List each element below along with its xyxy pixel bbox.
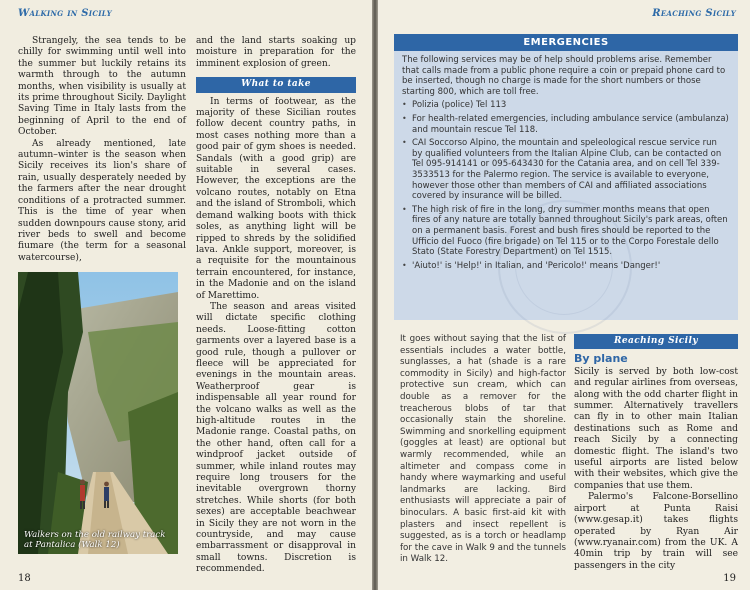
text-column-a xyxy=(18,36,186,264)
section-heading: What to take xyxy=(196,77,356,92)
bullet-icon: • xyxy=(402,138,407,148)
running-head: Walking in Sicily xyxy=(18,8,112,19)
photo-image xyxy=(18,272,178,554)
text-column-c xyxy=(400,334,566,566)
list-item xyxy=(402,138,730,202)
bullet-icon: • xyxy=(402,113,407,123)
paragraph: It goes without saying that the list of essentials includes a water bottle, sunglasses, a hat (shade is a rare commodity in Sicily) and high-factor protective sun cream, which can double as a remover for the treacherous blobs of tar that occasionally stain the shoreline. Swimming and snorkelling equipment (goggles at least) are optional but warmly recommended, while an altimeter and compass come in handy where waymarking and useful landmarks are lacking. Bird enthusiasts will appreciate a pair of binoculars. A basic first-aid kit with plasters and insect repellent is suggested, as is a torch or headlamp for the cave in Walk 9 and the tunnels in Walk 12. xyxy=(400,334,566,565)
bullet-icon: • xyxy=(402,100,407,110)
paragraph: In terms of footwear, as the majority of these Sicilian routes follow decent country paths, in most cases nothing more than a good pair of gym shoes is needed. Sandals (with a good grip) are suitable in several cases. However, the exceptions are the volcano routes, notably on Etna and the island of Stromboli, which demand walking boots with thick soles, as anything light will be ripped to shreds by the solidified lava. Ankle support, moreover, is a requisite for the mountainous terrain encountered, for instance, in the Madonie and on the island of Marettimo. xyxy=(196,96,356,301)
right-page xyxy=(378,0,750,590)
bullet-icon: • xyxy=(402,260,407,270)
list-item-text: 'Aiuto!' is 'Help!' in Italian, and 'Pericolo!' means 'Danger!' xyxy=(412,260,661,271)
paragraph: Palermo's Falcone-Borsellino airport at Punta Raisi (www.gesap.it) takes flights operated by Ryan Air (www.ryanair.com) from the UK. A 40min trip by train will see passengers in the city xyxy=(574,492,738,571)
list-item-text: CAI Soccorso Alpino, the mountain and speleological rescue service run by qualified volunteers from the Italian Alpine Club, can be contacted on Tel 095-914141 or 095-643430 for the Catania area, and on cell Tel 339-3533513 for the Palermo region. The service is available to everyone, however those other than members of CAI and affiliated associations covered by insurance will be billed. xyxy=(412,138,722,202)
photo-caption: Walkers on the old railway track at Pantalica (Walk 12) xyxy=(24,530,166,550)
emergencies-title: EMERGENCIES xyxy=(394,34,738,51)
text-column-b xyxy=(196,36,356,576)
list-item-text: For health-related emergencies, including ambulance service (ambulanza) and mountain rescue Tel 118. xyxy=(412,113,729,135)
subheading: By plane xyxy=(574,352,628,366)
paragraph: As already mentioned, late autumn–winter is the season when Sicily receives its lion's share of rain, usually desperately needed by the farmers after the near drought conditions of a protracted summer. This is the time of year when sudden downpours cause stony, arid river beds to swell and become fiumare (the term for a seasonal watercourse), xyxy=(18,138,186,263)
left-page xyxy=(0,0,372,590)
section-heading: Reaching Sicily xyxy=(574,334,738,349)
paragraph: Strangely, the sea tends to be chilly for swimming until well into the summer but luckily retains its warmth through to the autumn months, when visibility is usually at its prime throughout Sicily. Daylight Saving Time in Italy lasts from the beginning of April to the end of October. xyxy=(18,36,186,138)
list-item-text: The high risk of fire in the long, dry summer months means that open fires of any nature are totally banned throughout Sicily's park areas, often on a permanent basis. Forest and bush fires should be reported to the Ufficio del Fuoco (fire brigade) on Tel 115 or to the Corpo Forestale dello Stato (State Forestry Department) on Tel 1515. xyxy=(412,204,728,258)
paragraph: Sicily is served by both low-cost and regular airlines from overseas, along with the odd charter flight in summer. Alternatively travellers can fly in to other main Italian destinations such as Rome and reach Sicily by a connecting domestic flight. The island's two useful airports are listed below with their websites, which give the companies that use them. xyxy=(574,366,738,491)
page-number: 18 xyxy=(18,573,31,584)
paragraph: The season and areas visited will dictate specific clothing needs. Loose-fitting cotton garments over a layered base is a good rule, though a pullover or fleece will be appreciated for evenings in the mountain areas. Weatherproof gear is indispensable all year round for the volcano walks as well as the high-altitude routes in the Madonie range. Coastal paths, on the other hand, often call for a windproof jacket outside of summer, while inland routes may require long trousers for the inevitable overgrown thorny stretches. While shorts (for both sexes) are acceptable beachwear in Sicily they are not worn in the countryside, and may cause embarrassment or disapproval in small towns. Discretion is recommended. xyxy=(196,301,356,575)
photo-railway-track xyxy=(18,272,178,554)
list-item-text: Polizia (police) Tel 113 xyxy=(412,100,507,111)
emergencies-intro: The following services may be of help should problems arise. Remember that calls made from a public phone require a coin or prepaid phone card to be inserted, though no charge is made for the short numbers or those starting 800, which are toll free. xyxy=(402,55,726,97)
list-item xyxy=(402,100,730,111)
running-head: Reaching Sicily xyxy=(652,8,736,19)
list-item xyxy=(402,114,730,135)
paragraph: and the land starts soaking up moisture in preparation for the imminent explosion of green. xyxy=(196,36,356,69)
text-column-d xyxy=(574,334,738,572)
watermark-seal xyxy=(498,200,632,334)
bullet-icon: • xyxy=(402,204,407,214)
page-number: 19 xyxy=(723,573,736,584)
